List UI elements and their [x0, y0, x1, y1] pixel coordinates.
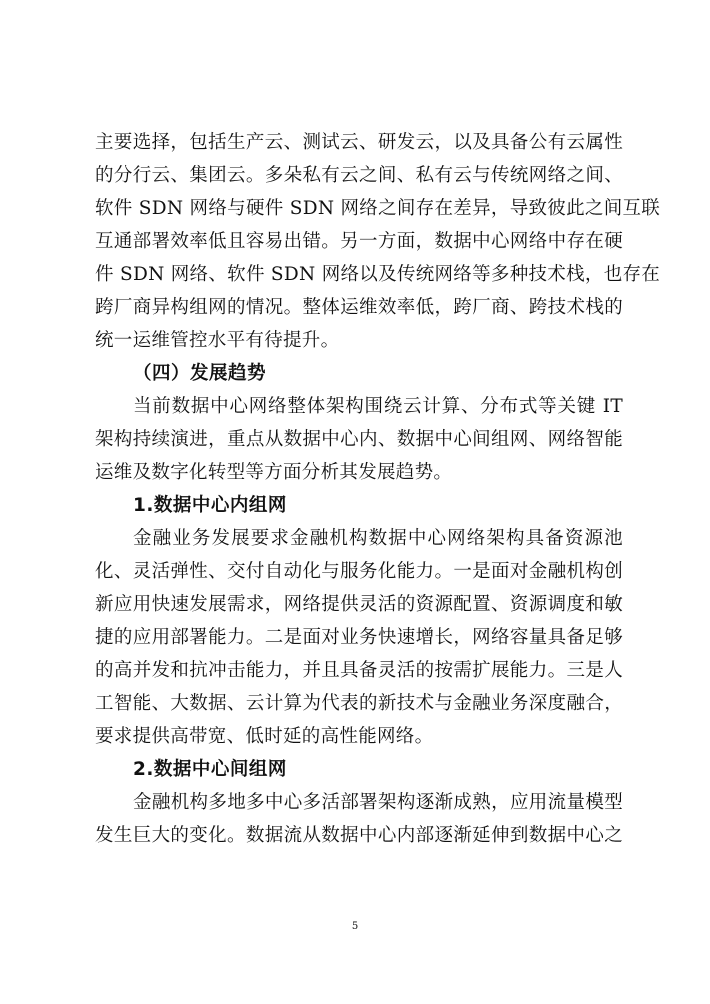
text-line: 要求提供高带宽、低时延的高性能网络。 [95, 726, 434, 747]
text-line: 统一运维管控水平有待提升。 [95, 330, 340, 351]
text-line: 金融机构多地多中心多活部署架构逐渐成熟，应用流量模型 [133, 792, 623, 813]
document-body [95, 126, 661, 852]
text-line: 发生巨大的变化。数据流从数据中心内部逐渐延伸到数据中心之 [95, 825, 623, 846]
paragraph [95, 126, 661, 357]
text-line: 主要选择，包括生产云、测试云、研发云，以及具备公有云属性 [95, 132, 623, 153]
paragraph [95, 522, 623, 753]
text-line: 化、灵活弹性、交付自动化与服务化能力。一是面对金融机构创 [95, 561, 623, 582]
text-line: 当前数据中心网络整体架构围绕云计算、分布式等关键 IT [133, 396, 623, 417]
text-line: 工智能、大数据、云计算为代表的新技术与金融业务深度融合， [95, 693, 623, 714]
text-line: 运维及数字化转型等方面分析其发展趋势。 [95, 462, 453, 483]
subsection-heading: 1.数据中心内组网 [133, 495, 287, 516]
text-line: 互通部署效率低且容易出错。另一方面，数据中心网络中存在硬 [95, 231, 623, 252]
paragraph [95, 786, 623, 852]
text-line: 件 SDN 网络、软件 SDN 网络以及传统网络等多种技术栈，也存在 [95, 264, 661, 285]
text-line: 金融业务发展要求金融机构数据中心网络架构具备资源池 [133, 528, 623, 549]
text-line: 新应用快速发展需求，网络提供灵活的资源配置、资源调度和敏 [95, 594, 623, 615]
section-heading: （四）发展趋势 [133, 363, 267, 384]
text-line: 架构持续演进，重点从数据中心内、数据中心间组网、网络智能 [95, 429, 623, 450]
text-line: 的分行云、集团云。多朵私有云之间、私有云与传统网络之间、 [95, 165, 623, 186]
text-line: 跨厂商异构组网的情况。整体运维效率低，跨厂商、跨技术栈的 [95, 297, 623, 318]
paragraph [95, 390, 623, 489]
subsection-heading: 2.数据中心间组网 [133, 759, 287, 780]
page-number: 5 [351, 921, 359, 932]
text-line: 的高并发和抗冲击能力，并且具备灵活的按需扩展能力。三是人 [95, 660, 623, 681]
text-line: 捷的应用部署能力。二是面对业务快速增长，网络容量具备足够 [95, 627, 623, 648]
text-line: 软件 SDN 网络与硬件 SDN 网络之间存在差异，导致彼此之间互联 [95, 198, 661, 219]
